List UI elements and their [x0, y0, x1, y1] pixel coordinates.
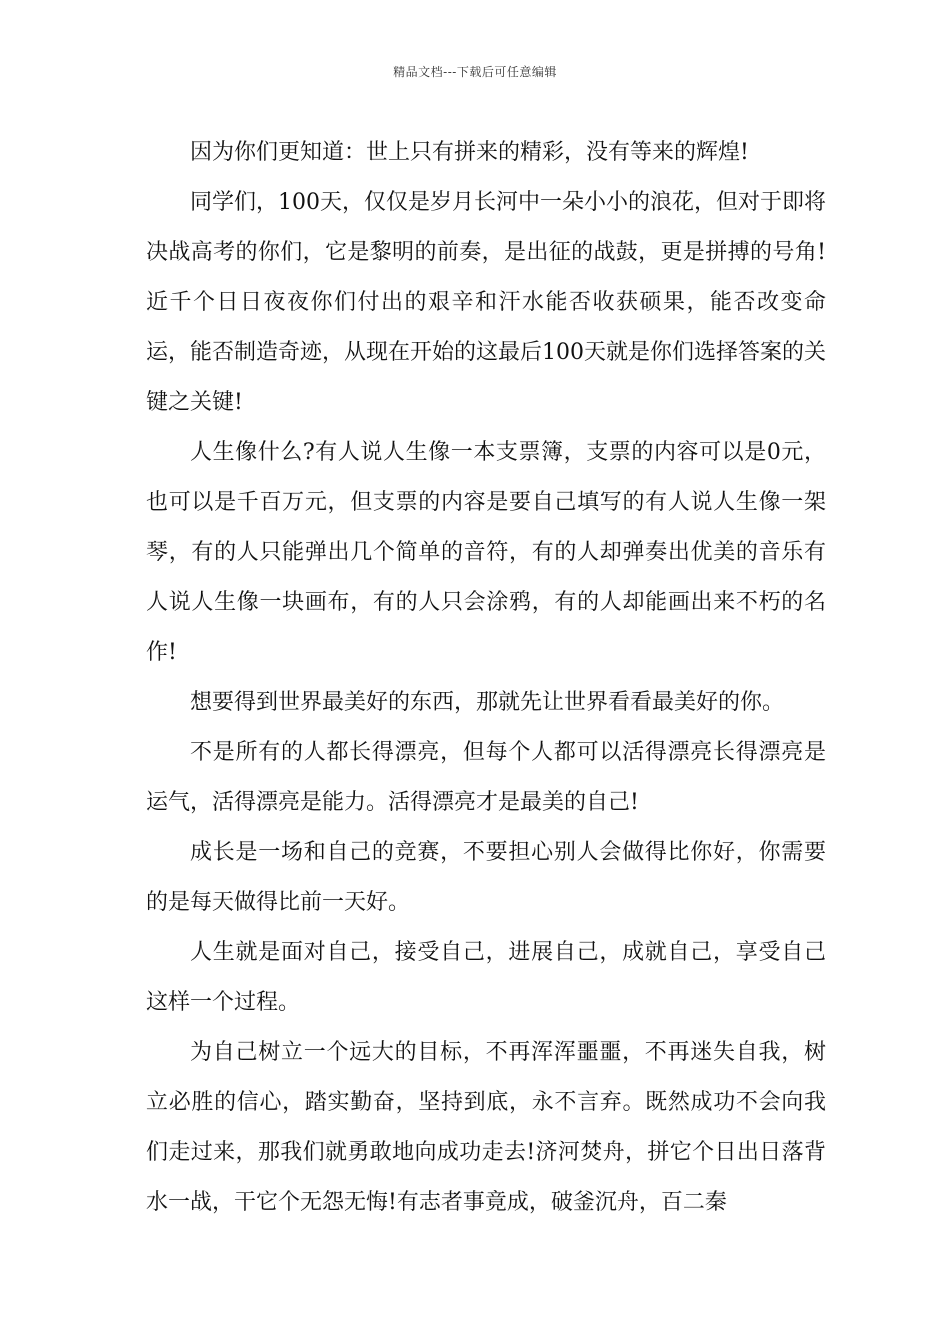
paragraph: 人生像什么?有人说人生像一本支票簿，支票的内容可以是0元，也可以是千百万元，但支票的内容是要自己填写的有人说人生像一架琴，有的人只能弹出几个简单的音符，有的人却弹奏出优美的音乐有人说人生像一块画布，有的人只会涂鸦，有的人却能画出来不朽的名作!	[146, 440, 826, 665]
paragraph: 不是所有的人都长得漂亮，但每个人都可以活得漂亮长得漂亮是运气，活得漂亮是能力。活得漂亮才是最美的自己!	[146, 740, 826, 815]
page-header: 精品文档---下载后可任意编辑	[393, 65, 557, 79]
paragraph: 为自己树立一个远大的目标，不再浑浑噩噩，不再迷失自我，树立必胜的信心，踏实勤奋，坚持到底，永不言弃。既然成功不会向我们走过来，那我们就勇敢地向成功走去!济河焚舟，拼它个日出日落背水一战，干它个无怨无悔!有志者事竟成，破釜沉舟，百二秦	[146, 1040, 826, 1215]
paragraph: 因为你们更知道：世上只有拼来的精彩，没有等来的辉煌!	[190, 140, 749, 165]
document-body	[146, 128, 826, 1228]
paragraph: 同学们，100天，仅仅是岁月长河中一朵小小的浪花，但对于即将决战高考的你们，它是黎明的前奏，是出征的战鼓，更是拼搏的号角!近千个日日夜夜你们付出的艰辛和汗水能否收获硕果，能否改变命运，能否制造奇迹，从现在开始的这最后100天就是你们选择答案的关键之关键!	[146, 190, 826, 415]
paragraph: 成长是一场和自己的竞赛，不要担心别人会做得比你好，你需要的是每天做得比前一天好。	[146, 840, 826, 915]
paragraph: 人生就是面对自己，接受自己，进展自己，成就自己，享受自己这样一个过程。	[146, 940, 826, 1015]
paragraph: 想要得到世界最美好的东西，那就先让世界看看最美好的你。	[190, 690, 785, 715]
